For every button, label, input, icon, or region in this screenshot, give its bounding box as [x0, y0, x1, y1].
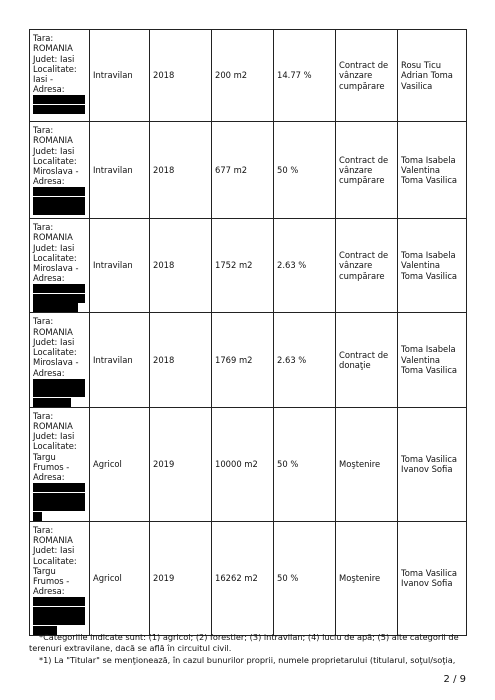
category-cell: Intravilan — [90, 30, 150, 122]
footnote-categories-text: *Categoriile indicate sunt: (1) agricol; (2) forestier; (3) intravilan; (4) luciu de apă; (5) alte categorii de terenuri extravilane, dacă se află în circuitul civil. — [29, 632, 459, 653]
location-cell — [30, 313, 90, 407]
share-cell: 2.63 % — [274, 219, 336, 313]
location-line: Adresa: — [33, 472, 65, 483]
table-row — [30, 521, 467, 635]
redaction-bar — [33, 388, 85, 397]
location-line: Localitate: — [33, 252, 77, 263]
land-table-body — [30, 30, 467, 636]
table-row — [30, 30, 467, 122]
redaction-bar — [33, 95, 85, 104]
location-cell — [30, 219, 90, 313]
location-line: Localitate: — [33, 555, 77, 566]
redaction-bar — [33, 597, 85, 606]
location-line: Adresa: — [33, 367, 65, 378]
acquisition-mode-cell: Moştenire — [336, 407, 398, 521]
location-line: Tara: — [33, 316, 54, 327]
location-line: Judet: Iasi — [33, 545, 75, 556]
acquisition-mode-cell: Moştenire — [336, 521, 398, 635]
area-cell: 16262 m2 — [212, 521, 274, 635]
location-cell — [30, 521, 90, 635]
redaction-bar — [33, 607, 85, 616]
table-row — [30, 313, 467, 407]
redaction-bar — [33, 502, 85, 511]
share-cell: 50 % — [274, 407, 336, 521]
location-line: Tara: — [33, 125, 54, 135]
location-line: Tara: — [33, 222, 54, 232]
location-line: Miroslava - — [33, 166, 79, 177]
redaction-bar — [33, 197, 85, 206]
location-line: Localitate: — [33, 63, 77, 74]
redaction-bar — [33, 105, 85, 114]
acquisition-mode-cell: Contract de vânzare cumpărare — [336, 30, 398, 122]
year-cell: 2018 — [150, 313, 212, 407]
location-line: Judet: Iasi — [33, 145, 75, 156]
redaction-bar — [33, 493, 85, 502]
location-line: Localitate: — [33, 347, 77, 358]
acquisition-mode-cell: Contract de vânzare cumpărare — [336, 219, 398, 313]
land-table — [29, 29, 467, 636]
location-line: Localitate: — [33, 155, 77, 166]
redaction-bar — [33, 398, 71, 407]
location-line: ROMANIA — [33, 135, 73, 146]
location-line: ROMANIA — [33, 420, 73, 431]
year-cell: 2018 — [150, 122, 212, 219]
area-cell: 1769 m2 — [212, 313, 274, 407]
share-cell: 2.63 % — [274, 313, 336, 407]
redaction-bar — [33, 512, 42, 521]
location-line: Adresa: — [33, 273, 65, 284]
location-line: ROMANIA — [33, 534, 73, 545]
table-row — [30, 219, 467, 313]
redaction-bar — [33, 483, 85, 492]
redaction-bar — [33, 294, 85, 303]
location-line: Judet: Iasi — [33, 431, 75, 442]
location-cell — [30, 122, 90, 219]
table-row — [30, 407, 467, 521]
year-cell: 2018 — [150, 30, 212, 122]
category-cell: Intravilan — [90, 122, 150, 219]
acquisition-mode-cell: Contract de vânzare cumpărare — [336, 122, 398, 219]
redaction-bar — [33, 379, 85, 388]
location-line: ROMANIA — [33, 326, 73, 337]
category-cell: Agricol — [90, 407, 150, 521]
redaction-bar — [33, 303, 78, 312]
area-cell: 1752 m2 — [212, 219, 274, 313]
share-cell: 50 % — [274, 521, 336, 635]
redaction-bar — [33, 187, 85, 196]
redaction-bar — [33, 284, 85, 293]
area-cell: 677 m2 — [212, 122, 274, 219]
category-cell: Agricol — [90, 521, 150, 635]
location-line: Adresa: — [33, 84, 65, 95]
category-cell: Intravilan — [90, 313, 150, 407]
footnote-categories — [29, 632, 469, 653]
location-line: Iasi - — [33, 74, 53, 85]
share-cell: 50 % — [274, 122, 336, 219]
footnote-titular: *1) La "Titular" se menţionează, în cazul bunurilor proprii, numele proprietarului (titularul, soţul/soţia, — [39, 655, 456, 665]
area-cell: 10000 m2 — [212, 407, 274, 521]
redaction-bar — [33, 206, 85, 215]
location-line: ROMANIA — [33, 232, 73, 243]
location-line: Judet: Iasi — [33, 336, 75, 347]
location-line: Judet: Iasi — [33, 242, 75, 253]
category-cell: Intravilan — [90, 219, 150, 313]
year-cell: 2018 — [150, 219, 212, 313]
location-cell — [30, 407, 90, 521]
acquisition-mode-cell: Contract de donaţie — [336, 313, 398, 407]
location-line: Frumos - — [33, 462, 70, 473]
area-cell: 200 m2 — [212, 30, 274, 122]
year-cell: 2019 — [150, 407, 212, 521]
owner-cell: Toma Vasilica Ivanov Sofia — [398, 407, 467, 521]
location-line: Frumos - — [33, 576, 70, 587]
location-line: Targu — [33, 565, 56, 576]
page-number: 2 / 9 — [443, 674, 466, 685]
location-line: Localitate: — [33, 441, 77, 452]
location-line: Miroslava - — [33, 263, 79, 274]
location-line: Tara: — [33, 33, 54, 43]
location-line: Adresa: — [33, 586, 65, 597]
location-line: Adresa: — [33, 176, 65, 187]
location-line: Targu — [33, 451, 56, 462]
owner-cell: Rosu Ticu Adrian Toma Vasilica — [398, 30, 467, 122]
location-line: Judet: Iasi — [33, 53, 75, 64]
location-cell — [30, 30, 90, 122]
owner-cell: Toma Isabela Valentina Toma Vasilica — [398, 219, 467, 313]
year-cell: 2019 — [150, 521, 212, 635]
owner-cell: Toma Isabela Valentina Toma Vasilica — [398, 122, 467, 219]
location-line: Miroslava - — [33, 357, 79, 368]
location-line: Tara: — [33, 524, 54, 535]
owner-cell: Toma Isabela Valentina Toma Vasilica — [398, 313, 467, 407]
location-line: ROMANIA — [33, 43, 73, 54]
share-cell: 14.77 % — [274, 30, 336, 122]
redaction-bar — [33, 616, 85, 625]
location-line: Tara: — [33, 410, 54, 421]
owner-cell: Toma Vasilica Ivanov Sofia — [398, 521, 467, 635]
table-row — [30, 122, 467, 219]
